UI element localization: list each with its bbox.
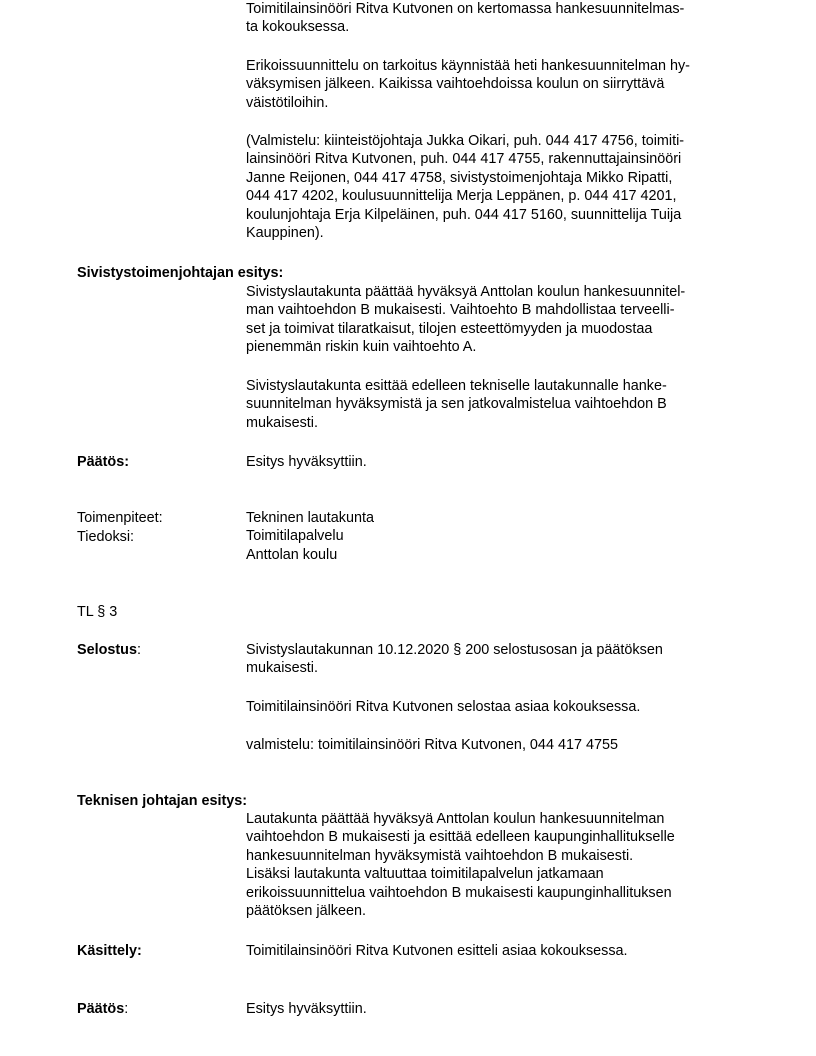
text-line: man vaihtoehdon B mukaisesti. Vaihtoehto B mahdollistaa terveelli- (246, 302, 675, 319)
text-line: lainsinööri Ritva Kutvonen, puh. 044 417 4755, rakennuttajainsinööri (246, 151, 682, 168)
intro-paragraph-1 (246, 0, 684, 37)
paatos-label: Päätös: (77, 454, 129, 470)
text-line: mukaisesti. (246, 414, 318, 431)
text-line: koulunjohtaja Erja Kilpeläinen, puh. 044 417 5160, suunnittelija Tuija (246, 206, 682, 223)
paatos-text-2: Esitys hyväksyttiin. (246, 1001, 367, 1017)
text-line: mukaisesti. (246, 660, 318, 677)
text-line: Toimitilainsinööri Ritva Kutvonen on kertomassa hankesuunnitelmas- (246, 1, 685, 17)
selostus-label (77, 641, 141, 659)
text-line: Lisäksi lautakunta valtuuttaa toimitilapalvelun jatkamaan (246, 866, 604, 883)
selostus-paragraph-2: Toimitilainsinööri Ritva Kutvonen selostaa asiaa kokouksessa. (246, 699, 641, 715)
tekninen-heading: Teknisen johtajan esitys: (77, 793, 248, 809)
section-reference: TL § 3 (77, 604, 118, 620)
text-line: erikoissuunnittelua vaihtoehdon B mukaisesti kaupunginhallituksen (246, 884, 672, 901)
tiedoksi-label: Tiedoksi: (77, 529, 135, 545)
text-line: Erikoissuunnittelu on tarkoitus käynnistää heti hankesuunnitelman hy- (246, 58, 690, 74)
paatos-label-2-text: Päätös (77, 1001, 125, 1017)
selostus-label-colon: : (136, 642, 141, 658)
recipient: Tekninen lautakunta (246, 510, 375, 526)
kasittely-label: Käsittely: (77, 943, 142, 959)
text-line: (Valmistelu: kiinteistöjohtaja Jukka Oikari, puh. 044 417 4756, toimiti- (246, 133, 685, 149)
selostus-paragraph-1 (246, 641, 663, 678)
sivistys-heading: Sivistystoimenjohtajan esitys: (77, 265, 284, 281)
text-line: suunnitelman hyväksymistä ja sen jatkovalmistelua vaihtoehdon B (246, 396, 667, 413)
kasittely-text: Toimitilainsinööri Ritva Kutvonen esitteli asiaa kokouksessa. (246, 943, 628, 959)
toimenpiteet-values (246, 509, 374, 564)
tekninen-paragraph (246, 810, 675, 920)
selostus-paragraph-3: valmistelu: toimitilainsinööri Ritva Kutvonen, 044 417 4755 (246, 737, 618, 753)
text-line: Sivistyslautakunnan 10.12.2020 § 200 selostusosan ja päätöksen (246, 642, 663, 658)
text-line: Janne Reijonen, 044 417 4758, sivistystoimenjohtaja Mikko Ripatti, (246, 169, 673, 186)
sivistys-paragraph-2 (246, 377, 667, 432)
intro-paragraph-2 (246, 57, 690, 112)
text-line: 044 417 4202, koulusuunnittelija Merja Leppänen, p. 044 417 4201, (246, 188, 677, 205)
text-line: Sivistyslautakunta esittää edelleen tekniselle lautakunnalle hanke- (246, 378, 667, 394)
paatos-label-2 (77, 1000, 128, 1018)
paatos-label-2-colon: : (124, 1001, 129, 1017)
text-line: Sivistyslautakunta päättää hyväksyä Anttolan koulun hankesuunnitel- (246, 284, 686, 300)
intro-paragraph-3 (246, 132, 684, 242)
sivistys-paragraph-1 (246, 283, 685, 357)
text-line: päätöksen jälkeen. (246, 902, 367, 919)
text-line: Lautakunta päättää hyväksyä Anttolan koulun hankesuunnitelman (246, 811, 665, 827)
text-line: vaihtoehdon B mukaisesti ja esittää edelleen kaupunginhallitukselle (246, 829, 675, 846)
text-line: pienemmän riskin kuin vaihtoehto A. (246, 339, 477, 356)
text-line: ta kokouksessa. (246, 19, 350, 36)
text-line: set ja toimivat tilaratkaisut, tilojen esteettömyyden ja muodostaa (246, 320, 653, 337)
text-line: hankesuunnitelman hyväksymistä vaihtoehdon B mukaisesti. (246, 847, 634, 864)
paatos-text: Esitys hyväksyttiin. (246, 454, 367, 470)
text-line: väistötiloihin. (246, 94, 329, 111)
recipient: Toimitilapalvelu (246, 528, 344, 545)
text-line: väksymisen jälkeen. Kaikissa vaihtoehdoissa koulun on siirryttävä (246, 76, 665, 93)
text-line: Kauppinen). (246, 224, 324, 241)
selostus-label-text: Selostus (77, 642, 137, 658)
toimenpiteet-label: Toimenpiteet: (77, 510, 163, 526)
recipient: Anttolan koulu (246, 546, 338, 563)
